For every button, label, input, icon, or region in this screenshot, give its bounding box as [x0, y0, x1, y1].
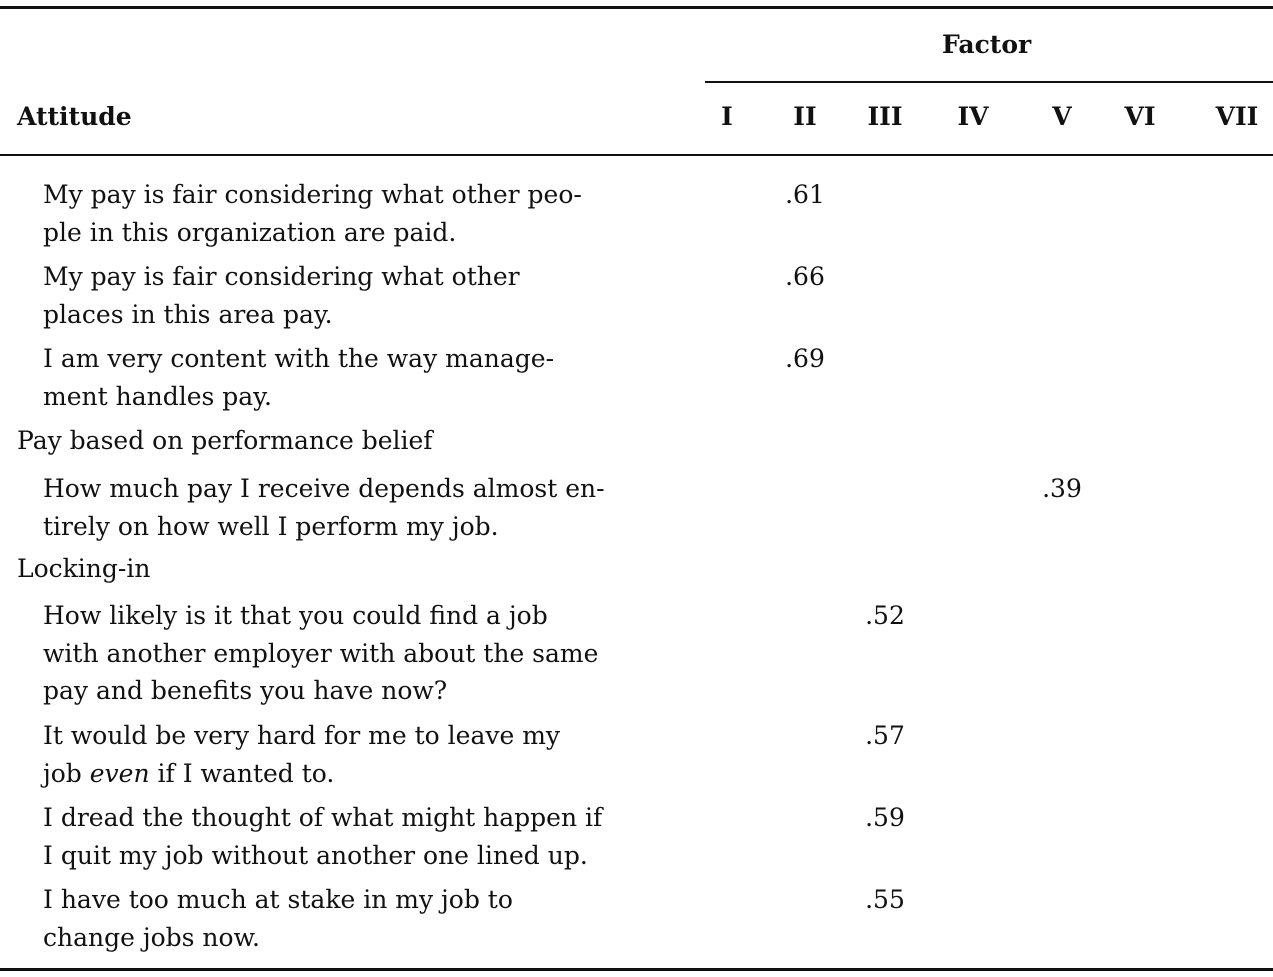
loading-value: .57 — [865, 721, 905, 750]
loading-value: .55 — [865, 885, 905, 914]
table-row — [43, 176, 582, 251]
item-text-emphasis: even — [89, 758, 150, 788]
factor-col-III: III — [867, 102, 903, 131]
table-row — [43, 597, 598, 710]
item-text: ment handles pay. — [43, 381, 272, 411]
factor-col-I: I — [721, 102, 733, 131]
top-rule — [0, 6, 1273, 9]
factor-col-VI: VI — [1124, 102, 1156, 131]
item-text: My pay is fair considering what other — [43, 262, 520, 291]
section-heading: Locking-in — [17, 554, 151, 583]
item-text-part: job — [43, 758, 90, 788]
table-row — [43, 881, 513, 956]
bottom-rule — [0, 968, 1273, 971]
item-text: pay and benefits you have now? — [43, 676, 448, 705]
loading-value: .52 — [865, 601, 905, 630]
item-text: I quit my job without another one lined up. — [43, 840, 588, 870]
item-text: It would be very hard for me to leave my — [43, 721, 561, 750]
section-heading: Pay based on performance belief — [17, 426, 433, 455]
item-text-part: if I wanted to. — [149, 758, 335, 788]
factor-col-V: V — [1052, 102, 1072, 131]
factor-rule — [705, 81, 1273, 83]
item-text: I dread the thought of what might happen if — [43, 803, 603, 832]
item-text: change jobs now. — [43, 922, 260, 952]
loading-value: .66 — [785, 262, 825, 291]
item-text: with another employer with about the same — [43, 638, 599, 668]
table-row — [43, 470, 605, 545]
item-text: I am very content with the way manage- — [43, 344, 555, 373]
loading-value: .39 — [1042, 474, 1082, 503]
item-text: My pay is fair considering what other peo- — [43, 180, 582, 209]
loading-value: .59 — [865, 803, 905, 832]
attitude-heading: Attitude — [17, 102, 132, 131]
table-row — [43, 340, 554, 415]
item-text: tirely on how well I perform my job. — [43, 511, 499, 541]
item-text: How much pay I receive depends almost en- — [43, 474, 605, 503]
item-text: places in this area pay. — [43, 299, 333, 329]
item-text: ple in this organization are paid. — [43, 217, 457, 247]
factor-col-IV: IV — [957, 102, 989, 131]
table-row — [43, 799, 602, 874]
factor-col-VII: VII — [1215, 102, 1259, 131]
item-text — [43, 755, 560, 793]
loading-value: .69 — [785, 344, 825, 373]
factor-col-II: II — [793, 102, 817, 131]
factor-heading: Factor — [942, 30, 1032, 59]
table-row — [43, 258, 520, 333]
header-rule — [0, 154, 1273, 156]
item-text: How likely is it that you could find a job — [43, 601, 548, 630]
loading-value: .61 — [785, 180, 825, 209]
table-row — [43, 717, 560, 792]
item-text: I have too much at stake in my job to — [43, 885, 513, 914]
